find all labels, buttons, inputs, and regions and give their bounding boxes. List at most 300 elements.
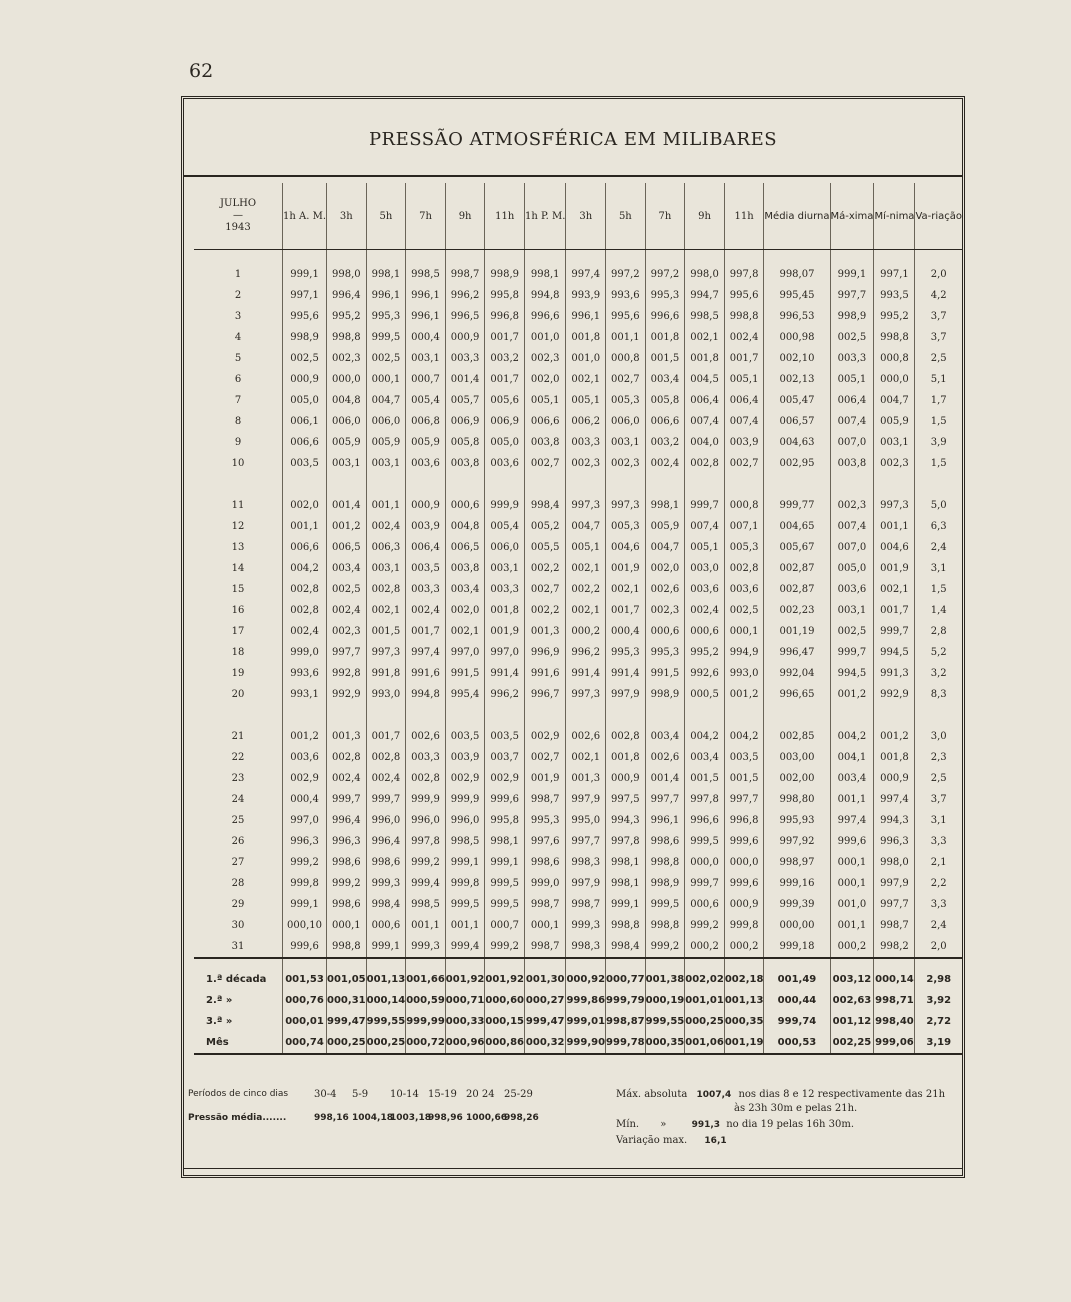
summary-value: 000,35	[724, 1011, 764, 1032]
value-cell: 992,6	[685, 663, 725, 684]
summary-value: 000,31	[327, 990, 367, 1011]
summary-value: 000,27	[524, 990, 565, 1011]
day-cell: 9	[234, 437, 242, 448]
value-cell: 006,5	[327, 537, 367, 558]
table-row	[194, 936, 962, 958]
value-cell: 993,5	[874, 285, 915, 306]
value-cell: 997,7	[327, 642, 367, 663]
value-cell: 001,2	[874, 726, 915, 747]
value-cell: 995,6	[283, 306, 327, 327]
value-cell: 000,9	[445, 327, 485, 348]
value-cell: 993,6	[283, 663, 327, 684]
value-cell: 005,1	[524, 390, 565, 411]
summary-label: 3.ª »	[206, 1016, 233, 1027]
value-cell: 002,0	[645, 558, 685, 579]
value-cell: 998,8	[724, 306, 764, 327]
summary-value: 000,14	[366, 990, 406, 1011]
value-cell: 001,7	[366, 726, 406, 747]
month-summary-row	[194, 1032, 962, 1054]
value-cell: 997,0	[485, 642, 525, 663]
value-cell: 005,1	[685, 537, 725, 558]
value-cell: 999,8	[283, 873, 327, 894]
value-cell: 003,5	[406, 558, 446, 579]
value-cell: 998,7	[524, 789, 565, 810]
value-cell: 004,5	[685, 369, 725, 390]
value-cell: 002,6	[645, 579, 685, 600]
summary-value: 3,19	[915, 1032, 962, 1054]
day-cell: 28	[231, 878, 245, 889]
value-cell: 002,2	[524, 600, 565, 621]
value-cell: 004,7	[566, 516, 606, 537]
value-cell: 2,8	[915, 621, 962, 642]
value-cell: 002,6	[566, 726, 606, 747]
summary-value: 002,63	[830, 990, 874, 1011]
summary-value: 003,12	[830, 958, 874, 990]
value-cell: 003,5	[283, 453, 327, 474]
summary-value: 000,25	[327, 1032, 367, 1054]
value-cell: 991,6	[406, 663, 446, 684]
value-cell: 003,5	[724, 747, 764, 768]
value-cell: 2,2	[915, 873, 962, 894]
value-cell: 2,1	[915, 852, 962, 873]
value-cell: 996,5	[445, 306, 485, 327]
value-cell: 996,8	[485, 306, 525, 327]
value-cell: 991,5	[645, 663, 685, 684]
value-cell: 997,7	[830, 285, 874, 306]
day-cell: 1	[234, 269, 242, 280]
table-row	[194, 642, 962, 663]
header-hour: 9h	[685, 183, 725, 250]
value-cell: 005,1	[566, 390, 606, 411]
value-cell: 995,45	[764, 285, 830, 306]
day-cell: 19	[231, 668, 245, 679]
value-cell: 006,0	[366, 411, 406, 432]
day-cell: 30	[231, 920, 245, 931]
mean-pressure-item: 998,96	[428, 1113, 463, 1123]
value-cell: 005,1	[830, 369, 874, 390]
value-cell: 002,4	[327, 600, 367, 621]
value-cell: 005,3	[606, 390, 646, 411]
value-cell: 998,0	[685, 250, 725, 286]
value-cell: 002,6	[406, 726, 446, 747]
value-cell: 003,3	[830, 348, 874, 369]
value-cell: 000,4	[606, 621, 646, 642]
value-cell: 997,9	[566, 789, 606, 810]
value-cell: 998,8	[327, 936, 367, 958]
value-cell: 001,1	[406, 915, 446, 936]
value-cell: 005,3	[606, 516, 646, 537]
value-cell: 003,9	[724, 432, 764, 453]
value-cell: 001,7	[485, 369, 525, 390]
value-cell: 003,4	[685, 747, 725, 768]
summary-value: 999,55	[366, 1011, 406, 1032]
value-cell: 998,8	[645, 852, 685, 873]
header-hour: 7h	[406, 183, 446, 250]
summary-value: 001,49	[764, 958, 830, 990]
value-cell: 005,9	[327, 432, 367, 453]
value-cell: 003,3	[485, 579, 525, 600]
value-cell: 003,3	[406, 747, 446, 768]
value-cell: 002,9	[445, 768, 485, 789]
value-cell: 999,6	[724, 831, 764, 852]
value-cell: 007,4	[685, 516, 725, 537]
value-cell: 003,2	[485, 348, 525, 369]
value-cell: 002,5	[366, 348, 406, 369]
table-row	[194, 621, 962, 642]
value-cell: 005,1	[724, 369, 764, 390]
value-cell: 999,7	[685, 873, 725, 894]
day-cell: 20	[231, 689, 245, 700]
value-cell: 995,2	[685, 642, 725, 663]
value-cell: 3,2	[915, 663, 962, 684]
value-cell: 006,6	[283, 537, 327, 558]
value-cell: 001,3	[566, 768, 606, 789]
value-cell: 001,1	[830, 789, 874, 810]
value-cell: 001,1	[874, 516, 915, 537]
value-cell: 999,77	[764, 495, 830, 516]
variation-value: 16,1	[704, 1136, 727, 1146]
summary-value: 000,14	[874, 958, 915, 990]
table-row	[194, 831, 962, 852]
value-cell: 007,4	[724, 411, 764, 432]
value-cell: 002,4	[406, 600, 446, 621]
value-cell: 995,6	[606, 306, 646, 327]
header-hour: 7h	[645, 183, 685, 250]
value-cell: 995,0	[566, 810, 606, 831]
value-cell: 006,4	[724, 390, 764, 411]
value-cell: 999,0	[524, 873, 565, 894]
value-cell: 997,3	[366, 642, 406, 663]
mean-pressure-item: 998,26	[504, 1113, 539, 1123]
value-cell: 002,3	[606, 453, 646, 474]
value-cell: 997,1	[283, 285, 327, 306]
value-cell: 999,2	[327, 873, 367, 894]
value-cell: 992,9	[327, 684, 367, 705]
value-cell: 999,5	[485, 873, 525, 894]
value-cell: 999,0	[283, 642, 327, 663]
header-max: Má-xima	[830, 183, 874, 250]
summary-value: 999,06	[874, 1032, 915, 1054]
value-cell: 001,5	[685, 768, 725, 789]
day-cell: 23	[231, 773, 245, 784]
value-cell: 005,7	[445, 390, 485, 411]
value-cell: 999,8	[445, 873, 485, 894]
value-cell: 998,9	[485, 250, 525, 286]
value-cell: 998,6	[645, 831, 685, 852]
value-cell: 2,0	[915, 936, 962, 958]
value-cell: 2,5	[915, 348, 962, 369]
value-cell: 007,0	[830, 537, 874, 558]
value-cell: 002,8	[606, 726, 646, 747]
bottom-divider	[184, 1168, 962, 1169]
value-cell: 994,7	[685, 285, 725, 306]
value-cell: 005,0	[830, 558, 874, 579]
value-cell: 002,8	[406, 768, 446, 789]
value-cell: 001,7	[874, 600, 915, 621]
value-cell: 003,7	[485, 747, 525, 768]
value-cell: 003,6	[685, 579, 725, 600]
value-cell: 001,9	[874, 558, 915, 579]
value-cell: 003,2	[645, 432, 685, 453]
table-row	[194, 348, 962, 369]
value-cell: 006,5	[445, 537, 485, 558]
value-cell: 004,0	[685, 432, 725, 453]
value-cell: 991,8	[366, 663, 406, 684]
value-cell: 3,3	[915, 831, 962, 852]
summary-value: 001,13	[724, 990, 764, 1011]
value-cell: 006,1	[283, 411, 327, 432]
value-cell: 000,0	[685, 852, 725, 873]
value-cell: 992,04	[764, 663, 830, 684]
value-cell: 3,1	[915, 558, 962, 579]
day-cell: 3	[234, 311, 242, 322]
value-cell: 002,1	[445, 621, 485, 642]
summary-label: Mês	[194, 1032, 283, 1054]
value-cell: 998,6	[327, 894, 367, 915]
value-cell: 002,3	[327, 348, 367, 369]
value-cell: 997,7	[724, 789, 764, 810]
value-cell: 005,1	[566, 537, 606, 558]
value-cell: 8,3	[915, 684, 962, 705]
value-cell: 999,7	[874, 621, 915, 642]
value-cell: 997,4	[566, 250, 606, 286]
value-cell: 1,5	[915, 579, 962, 600]
value-cell: 000,0	[327, 369, 367, 390]
value-cell: 000,9	[283, 369, 327, 390]
decade-summary-row	[194, 958, 962, 990]
value-cell: 996,6	[645, 306, 685, 327]
max-text: nos dias 8 e 12 respectivamente das 21h	[738, 1089, 946, 1100]
day-cell: 8	[234, 416, 242, 427]
value-cell: 995,2	[327, 306, 367, 327]
value-cell: 003,3	[566, 432, 606, 453]
value-cell: 003,6	[485, 453, 525, 474]
value-cell: 993,1	[283, 684, 327, 705]
value-cell: 997,1	[874, 250, 915, 286]
value-cell: 999,2	[685, 915, 725, 936]
value-cell: 997,3	[606, 495, 646, 516]
header-min: Mí-nima	[874, 183, 915, 250]
value-cell: 001,9	[606, 558, 646, 579]
table-row	[194, 726, 962, 747]
value-cell: 001,1	[283, 516, 327, 537]
value-cell: 002,8	[366, 579, 406, 600]
value-cell: 999,1	[283, 250, 327, 286]
value-cell: 002,87	[764, 579, 830, 600]
value-cell: 002,4	[283, 621, 327, 642]
value-cell: 004,1	[830, 747, 874, 768]
value-cell: 999,3	[566, 915, 606, 936]
value-cell: 001,2	[724, 684, 764, 705]
value-cell: 002,3	[524, 348, 565, 369]
day-cell: 24	[231, 794, 245, 805]
value-cell: 002,8	[685, 453, 725, 474]
value-cell: 001,0	[830, 894, 874, 915]
value-cell: 998,6	[366, 852, 406, 873]
value-cell: 994,3	[874, 810, 915, 831]
value-cell: 002,4	[327, 768, 367, 789]
value-cell: 999,5	[445, 894, 485, 915]
value-cell: 007,4	[685, 411, 725, 432]
value-cell: 999,4	[445, 936, 485, 958]
value-cell: 992,9	[874, 684, 915, 705]
day-cell: 16	[231, 605, 245, 616]
value-cell: 998,97	[764, 852, 830, 873]
value-cell: 001,2	[830, 684, 874, 705]
value-cell: 001,8	[874, 747, 915, 768]
table-row	[194, 894, 962, 915]
value-cell: 004,2	[830, 726, 874, 747]
summary-value: 998,40	[874, 1011, 915, 1032]
value-cell: 997,4	[406, 642, 446, 663]
value-cell: 002,3	[830, 495, 874, 516]
value-cell: 003,1	[327, 453, 367, 474]
value-cell: 000,10	[283, 915, 327, 936]
table-row	[194, 600, 962, 621]
value-cell: 997,9	[874, 873, 915, 894]
value-cell: 996,1	[645, 810, 685, 831]
value-cell: 994,5	[874, 642, 915, 663]
value-cell: 997,7	[874, 894, 915, 915]
value-cell: 001,19	[764, 621, 830, 642]
summary-value: 000,53	[764, 1032, 830, 1054]
value-cell: 993,6	[606, 285, 646, 306]
value-cell: 995,4	[445, 684, 485, 705]
value-cell: 003,3	[445, 348, 485, 369]
value-cell: 998,8	[645, 915, 685, 936]
table-row	[194, 327, 962, 348]
page-number: 62	[189, 60, 214, 82]
value-cell: 001,8	[566, 327, 606, 348]
value-cell: 002,7	[524, 579, 565, 600]
value-cell: 003,9	[445, 747, 485, 768]
value-cell: 998,9	[830, 306, 874, 327]
value-cell: 997,8	[406, 831, 446, 852]
summary-value: 000,96	[445, 1032, 485, 1054]
period-item: 5-9	[352, 1089, 369, 1100]
value-cell: 005,8	[445, 432, 485, 453]
value-cell: 000,1	[524, 915, 565, 936]
value-cell: 998,8	[327, 327, 367, 348]
value-cell: 000,6	[645, 621, 685, 642]
value-cell: 996,7	[524, 684, 565, 705]
value-cell: 002,1	[685, 327, 725, 348]
value-cell: 001,8	[485, 600, 525, 621]
pressure-table	[194, 183, 962, 1055]
value-cell: 003,5	[445, 726, 485, 747]
day-cell: 29	[231, 899, 245, 910]
value-cell: 998,1	[606, 873, 646, 894]
value-cell: 006,9	[445, 411, 485, 432]
value-cell: 004,7	[645, 537, 685, 558]
value-cell: 999,2	[283, 852, 327, 873]
value-cell: 999,6	[724, 873, 764, 894]
value-cell: 997,8	[606, 831, 646, 852]
value-cell: 001,4	[327, 495, 367, 516]
summary-value: 000,77	[606, 958, 646, 990]
value-cell: 998,8	[874, 327, 915, 348]
value-cell: 003,8	[445, 453, 485, 474]
value-cell: 001,1	[606, 327, 646, 348]
value-cell: 004,2	[724, 726, 764, 747]
value-cell: 001,4	[645, 768, 685, 789]
value-cell: 001,5	[645, 348, 685, 369]
value-cell: 994,8	[406, 684, 446, 705]
value-cell: 000,1	[724, 621, 764, 642]
value-cell: 996,2	[566, 642, 606, 663]
value-cell: 002,8	[283, 579, 327, 600]
day-cell: 27	[231, 857, 245, 868]
value-cell: 991,6	[524, 663, 565, 684]
value-cell: 5,2	[915, 642, 962, 663]
value-cell: 998,1	[524, 250, 565, 286]
value-cell: 005,2	[524, 516, 565, 537]
value-cell: 997,8	[724, 250, 764, 286]
value-cell: 000,8	[606, 348, 646, 369]
value-cell: 998,6	[327, 852, 367, 873]
day-cell: 15	[231, 584, 245, 595]
value-cell: 002,1	[366, 600, 406, 621]
value-cell: 002,0	[524, 369, 565, 390]
value-cell: 003,5	[485, 726, 525, 747]
value-cell: 997,2	[645, 250, 685, 286]
value-cell: 001,8	[685, 348, 725, 369]
value-cell: 998,5	[445, 831, 485, 852]
day-cell: 14	[231, 563, 245, 574]
value-cell: 002,2	[566, 579, 606, 600]
value-cell: 005,9	[874, 411, 915, 432]
summary-value: 000,86	[485, 1032, 525, 1054]
value-cell: 2,0	[915, 250, 962, 286]
value-cell: 005,6	[485, 390, 525, 411]
value-cell: 000,0	[724, 852, 764, 873]
summary-label: 1.ª década	[194, 958, 283, 990]
summary-value: 000,35	[645, 1032, 685, 1054]
value-cell: 3,0	[915, 726, 962, 747]
value-cell: 991,5	[445, 663, 485, 684]
value-cell: 001,2	[327, 516, 367, 537]
summary-value: 000,92	[566, 958, 606, 990]
value-cell: 997,8	[685, 789, 725, 810]
value-cell: 996,6	[524, 306, 565, 327]
value-cell: 996,1	[566, 306, 606, 327]
value-cell: 000,6	[366, 915, 406, 936]
value-cell: 001,9	[524, 768, 565, 789]
value-cell: 996,2	[445, 285, 485, 306]
period-item: 30-4	[314, 1089, 337, 1100]
value-cell: 003,1	[830, 600, 874, 621]
value-cell: 003,6	[406, 453, 446, 474]
value-cell: 002,23	[764, 600, 830, 621]
decade-gap	[194, 474, 962, 495]
value-cell: 998,6	[524, 852, 565, 873]
value-cell: 003,6	[724, 579, 764, 600]
header-hour: 5h	[366, 183, 406, 250]
value-cell: 999,7	[366, 789, 406, 810]
value-cell: 002,8	[724, 558, 764, 579]
value-cell: 000,0	[874, 369, 915, 390]
value-cell: 003,1	[406, 348, 446, 369]
value-cell: 996,4	[327, 285, 367, 306]
min-text: no dia 19 pelas 16h 30m.	[726, 1119, 855, 1130]
value-cell: 001,5	[724, 768, 764, 789]
value-cell: 996,0	[445, 810, 485, 831]
value-cell: 002,7	[524, 747, 565, 768]
min-ditto-mark: »	[660, 1119, 667, 1130]
value-cell: 002,8	[366, 747, 406, 768]
summary-value: 999,78	[606, 1032, 646, 1054]
value-cell: 005,9	[645, 516, 685, 537]
